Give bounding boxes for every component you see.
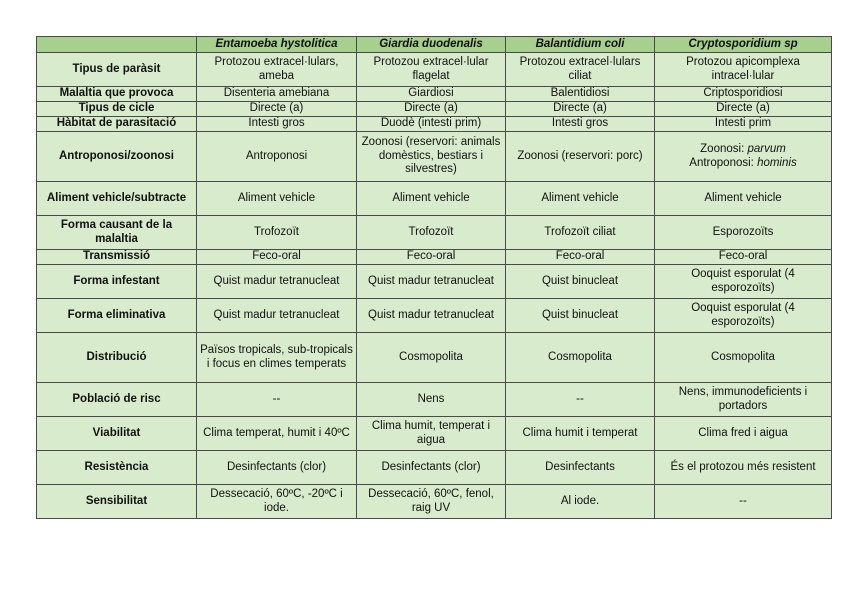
table-cell: Directe (a): [506, 102, 655, 117]
antroponosi-label: Antroponosi:: [689, 156, 758, 169]
row-header: Transmissió: [37, 250, 197, 265]
table-cell: Trofozoït: [197, 216, 357, 250]
table-cell: --: [655, 485, 832, 519]
table-cell: Intesti prim: [655, 117, 832, 132]
table-cell: Protozou apicomplexa intracel·lular: [655, 53, 832, 87]
table-cell: Protozou extracel·lular flagelat: [357, 53, 506, 87]
table-row: [37, 451, 832, 485]
row-header: Tipus de paràsit: [37, 53, 197, 87]
table-row: [37, 485, 832, 519]
table-cell: Cosmopolita: [655, 333, 832, 383]
table-cell: Dessecació, 60ºC, fenol, raig UV: [357, 485, 506, 519]
table-cell: Protozou extracel·lulars ciliat: [506, 53, 655, 87]
header-balantidium: Balantidium coli: [506, 37, 655, 53]
table-row: [37, 102, 832, 117]
row-header: Forma infestant: [37, 265, 197, 299]
table-row: [37, 87, 832, 102]
table-cell: Disenteria amebiana: [197, 87, 357, 102]
table-cell: Quist madur tetranucleat: [357, 299, 506, 333]
table-cell: Directe (a): [655, 102, 832, 117]
row-header: Tipus de cicle: [37, 102, 197, 117]
table-cell: Desinfectants: [506, 451, 655, 485]
header-cryptosporidium: Cryptosporidium sp: [655, 37, 832, 53]
table-row: [37, 117, 832, 132]
row-header: Forma causant de la malaltia: [37, 216, 197, 250]
table-row: [37, 216, 832, 250]
row-header: Resistència: [37, 451, 197, 485]
table-cell: Països tropicals, sub-tropicals i focus en climes temperats: [197, 333, 357, 383]
table-cell: --: [506, 383, 655, 417]
table-row: [37, 182, 832, 216]
antroponosi-species: hominis: [757, 156, 797, 169]
table-body: [37, 53, 832, 519]
table-cell: Desinfectants (clor): [357, 451, 506, 485]
table-cell: Aliment vehicle: [197, 182, 357, 216]
table-cell: Aliment vehicle: [655, 182, 832, 216]
table-cell: Quist madur tetranucleat: [197, 299, 357, 333]
table-row: [37, 265, 832, 299]
zoonosi-label: Zoonosi:: [700, 142, 748, 155]
table-cell: Ooquist esporulat (4 esporozoïts): [655, 299, 832, 333]
table-cell: Feco-oral: [655, 250, 832, 265]
table-cell: És el protozou més resistent: [655, 451, 832, 485]
table-cell: Al iode.: [506, 485, 655, 519]
row-header: Distribució: [37, 333, 197, 383]
table-cell: Quist binucleat: [506, 299, 655, 333]
table-cell: Cosmopolita: [506, 333, 655, 383]
table-cell: Clima fred i aigua: [655, 417, 832, 451]
table-cell: Zoonosi (reservori: animals domèstics, bestiars i silvestres): [357, 132, 506, 182]
row-header: Població de risc: [37, 383, 197, 417]
table-cell: Trofozoït ciliat: [506, 216, 655, 250]
row-header: Forma eliminativa: [37, 299, 197, 333]
header-giardia: Giardia duodenalis: [357, 37, 506, 53]
table-cell: Feco-oral: [506, 250, 655, 265]
row-header: Aliment vehicle/subtracte: [37, 182, 197, 216]
table-cell: Nens: [357, 383, 506, 417]
row-header: Malaltia que provoca: [37, 87, 197, 102]
table-cell: Giardiosi: [357, 87, 506, 102]
row-header: Hàbitat de parasitació: [37, 117, 197, 132]
table-cell: Esporozoïts: [655, 216, 832, 250]
row-header: Viabilitat: [37, 417, 197, 451]
table-cell: Zoonosi (reservori: porc): [506, 132, 655, 182]
zoonosi-species: parvum: [747, 142, 786, 155]
table-cell: Intesti gros: [197, 117, 357, 132]
table-cell: Feco-oral: [357, 250, 506, 265]
table-row: [37, 250, 832, 265]
table-cell: Directe (a): [197, 102, 357, 117]
table-cell: Aliment vehicle: [357, 182, 506, 216]
table-cell: --: [197, 383, 357, 417]
table-cell: Desinfectants (clor): [197, 451, 357, 485]
table-cell: Criptosporidiosi: [655, 87, 832, 102]
table-cell: Trofozoït: [357, 216, 506, 250]
table-cell: Antroponosi: [197, 132, 357, 182]
table-cell: Dessecació, 60ºC, -20ºC i iode.: [197, 485, 357, 519]
table-cell: Directe (a): [357, 102, 506, 117]
table-cell: Quist binucleat: [506, 265, 655, 299]
table-row: [37, 132, 832, 182]
table-row: [37, 383, 832, 417]
header-row: [37, 37, 832, 53]
table-cell: Nens, immunodeficients i portadors: [655, 383, 832, 417]
row-header: Antroponosi/zoonosi: [37, 132, 197, 182]
table-cell: Intesti gros: [506, 117, 655, 132]
parasite-comparison-table: [36, 36, 832, 519]
table-cell: Quist madur tetranucleat: [357, 265, 506, 299]
row-header: Sensibilitat: [37, 485, 197, 519]
table-cell: Aliment vehicle: [506, 182, 655, 216]
table-cell: Quist madur tetranucleat: [197, 265, 357, 299]
table-cell: Clima humit, temperat i aigua: [357, 417, 506, 451]
table-cell: Feco-oral: [197, 250, 357, 265]
table-row: [37, 417, 832, 451]
header-corner: [37, 37, 197, 53]
table-row: [37, 53, 832, 87]
cell-crypto-zoonosi: [655, 132, 832, 182]
table-cell: Cosmopolita: [357, 333, 506, 383]
table-cell: Clima humit i temperat: [506, 417, 655, 451]
table-cell: Ooquist esporulat (4 esporozoïts): [655, 265, 832, 299]
table-row: [37, 333, 832, 383]
header-entamoeba: Entamoeba hystolitica: [197, 37, 357, 53]
table-cell: Duodè (intesti prim): [357, 117, 506, 132]
table-cell: Clima temperat, humit i 40ºC: [197, 417, 357, 451]
table-cell: Protozou extracel·lulars, ameba: [197, 53, 357, 87]
table-row: [37, 299, 832, 333]
table-cell: Balentidiosi: [506, 87, 655, 102]
